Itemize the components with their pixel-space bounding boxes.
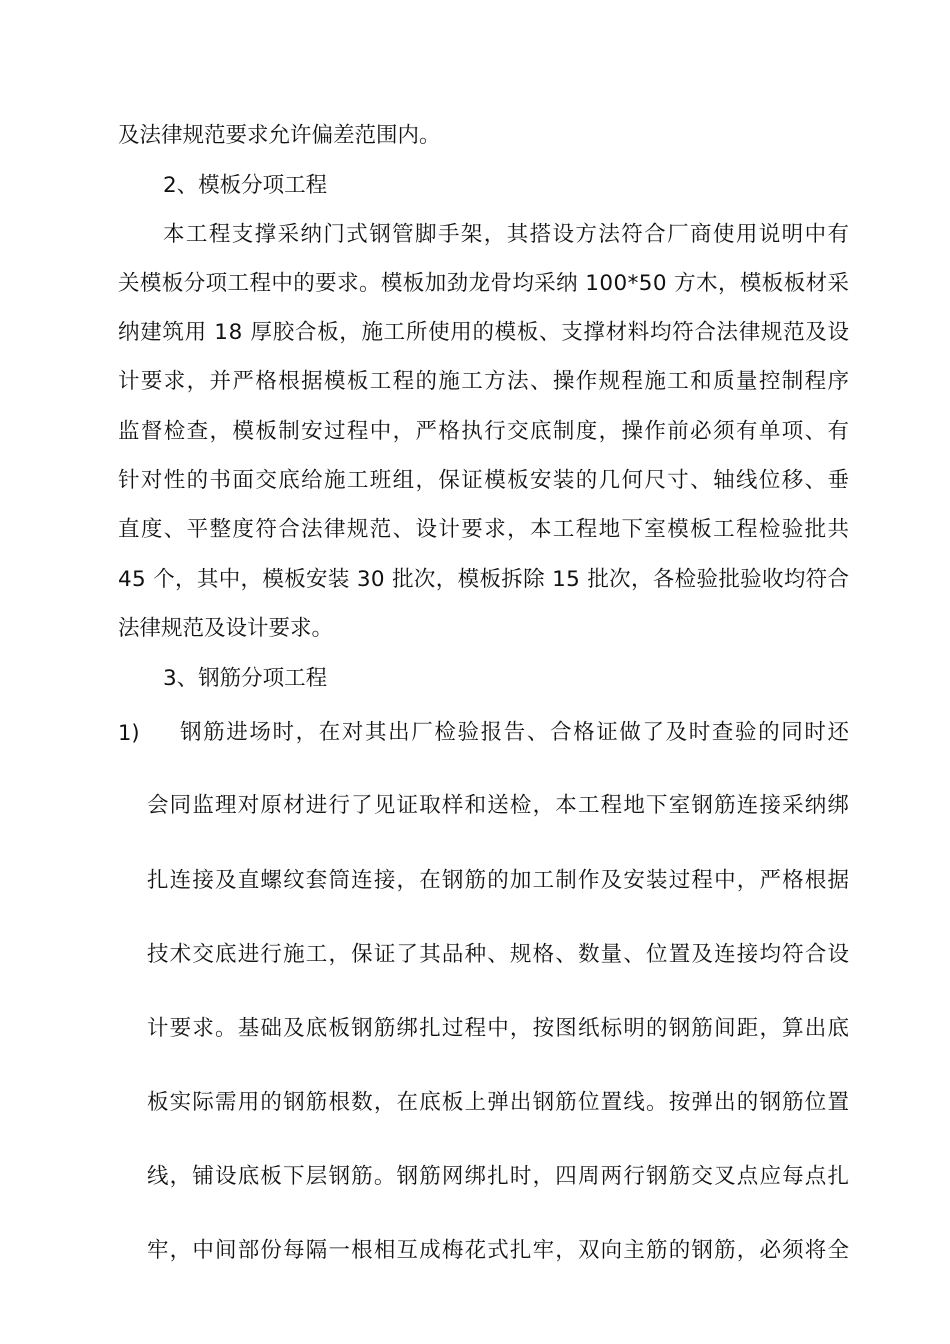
- list-item-line: 扎连接及直螺纹套筒连接，在钢筋的加工制作及安装过程中，严格根据: [147, 868, 851, 893]
- paragraph-line: 关模板分项工程中的要求。模板加劲龙骨均采纳 100*50 方木，模板板材采: [118, 271, 850, 296]
- paragraph-line: 及法律规范要求允许偏差范围内。: [118, 123, 441, 148]
- paragraph-line: 纳建筑用 18 厚胶合板，施工所使用的模板、支撑材料均符合法律规范及设: [118, 320, 850, 345]
- list-item-line: 技术交底进行施工，保证了其品种、规格、数量、位置及连接均符合设: [147, 942, 851, 967]
- list-item-line: 计要求。基础及底板钢筋绑扎过程中，按图纸标明的钢筋间距，算出底: [147, 1016, 851, 1041]
- paragraph-line: 针对性的书面交底给施工班组，保证模板安装的几何尺寸、轴线位移、垂: [118, 468, 851, 493]
- paragraph-line: 本工程支撑采纳门式钢管脚手架，其搭设方法符合厂商使用说明中有: [163, 222, 851, 247]
- paragraph-line: 监督检查，模板制安过程中，严格执行交底制度，操作前必须有单项、有: [118, 419, 851, 444]
- list-item-line: 板实际需用的钢筋根数，在底板上弹出钢筋位置线。按弹出的钢筋位置: [147, 1090, 851, 1115]
- list-item-line: 牢，中间部份每隔一根相互成梅花式扎牢，双向主筋的钢筋，必须将全: [147, 1238, 851, 1263]
- list-item-line: 线，铺设底板下层钢筋。钢筋网绑扎时，四周两行钢筋交叉点应每点扎: [147, 1164, 851, 1189]
- section-heading-formwork: 2、模板分项工程: [163, 173, 328, 198]
- section-heading-rebar: 3、钢筋分项工程: [163, 666, 328, 691]
- list-item-line: 会同监理对原材进行了见证取样和送检，本工程地下室钢筋连接采纳绑: [147, 793, 851, 818]
- list-item-number: 1): [118, 721, 140, 745]
- paragraph-line: 45 个，其中，模板安装 30 批次，模板拆除 15 批次，各检验批验收均符合: [118, 567, 850, 592]
- paragraph-line: 直度、平整度符合法律规范、设计要求，本工程地下室模板工程检验批共: [118, 517, 851, 542]
- paragraph-line: 法律规范及设计要求。: [118, 616, 334, 641]
- paragraph-line: 计要求，并严格根据模板工程的施工方法、操作规程施工和质量控制程序: [118, 369, 851, 394]
- list-item-line: 钢筋进场时，在对其出厂检验报告、合格证做了及时查验的同时还: [180, 720, 851, 745]
